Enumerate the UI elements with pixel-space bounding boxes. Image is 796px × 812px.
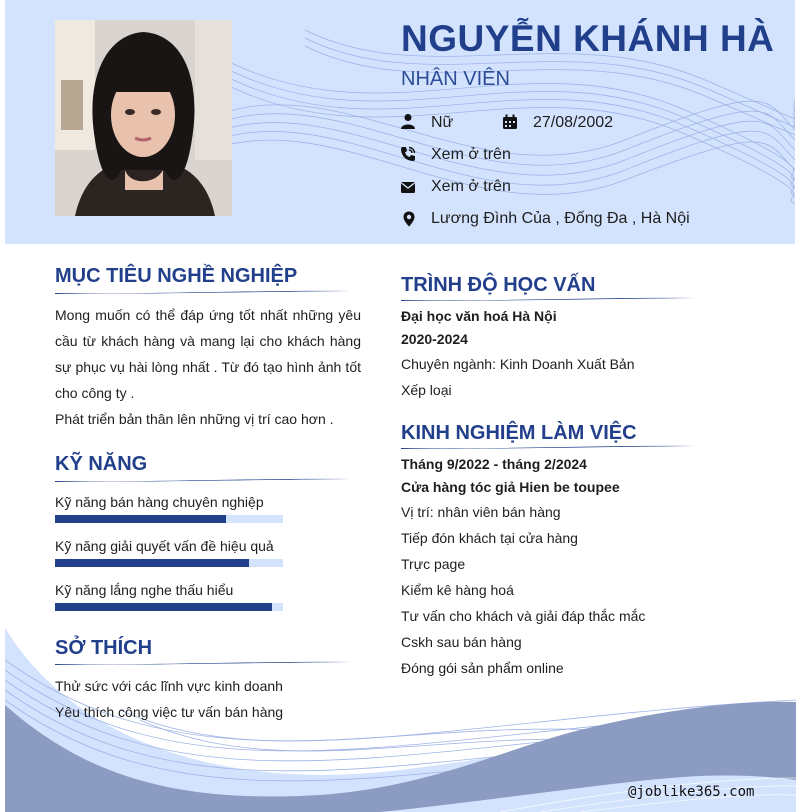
- education-school: Đại học văn hoá Hà Nội: [401, 308, 557, 324]
- objective-paragraph-2: Phát triển bản thân lên những vị trí cao hơn .: [55, 411, 334, 427]
- education-underline: [401, 295, 696, 303]
- skill-bar: [55, 603, 283, 611]
- profile-photo: [55, 20, 232, 216]
- candidate-name: NGUYỄN KHÁNH HÀ: [401, 18, 775, 59]
- experience-title: KINH NGHIỆM LÀM VIỆC: [401, 422, 637, 444]
- experience-detail: Đóng gói sản phẩm online: [401, 660, 564, 676]
- calendar-icon: [502, 114, 518, 130]
- experience-detail: Cskh sau bán hàng: [401, 634, 522, 650]
- job-title: NHÂN VIÊN: [401, 68, 510, 90]
- experience-detail: Tiếp đón khách tại cửa hàng: [401, 530, 578, 546]
- objective-paragraph-1: Mong muốn có thể đáp ứng tốt nhất những yêu cầu từ khách hàng và mang lại cho khách hàng sự phục vụ hài lòng nhất . Từ đó tạo hình ảnh tốt cho công ty .: [55, 307, 361, 401]
- education-rank: Xếp loại: [401, 382, 452, 398]
- phone-value: Xem ở trên: [431, 146, 511, 163]
- education-years: 2020-2024: [401, 331, 468, 347]
- skill-bar-fill: [55, 603, 272, 611]
- email-icon: [400, 179, 416, 195]
- skill-label: Kỹ năng lắng nghe thấu hiểu: [55, 582, 234, 598]
- education-major: Chuyên ngành: Kinh Doanh Xuất Bản: [401, 356, 635, 372]
- email-value: Xem ở trên: [431, 178, 511, 195]
- site-watermark: @joblike365.com: [628, 784, 755, 800]
- experience-underline: [401, 443, 696, 451]
- skill-bar-fill: [55, 559, 249, 567]
- skill-bar: [55, 515, 283, 523]
- skill-label: Kỹ năng giải quyết vấn đề hiệu quả: [55, 538, 274, 554]
- hobby-item: Yêu thích công việc tư vấn bán hàng: [55, 704, 284, 720]
- skill-bar: [55, 559, 283, 567]
- skills-underline: [55, 476, 350, 484]
- person-icon: [400, 113, 416, 129]
- hobbies-title: SỞ THÍCH: [55, 637, 153, 659]
- experience-period: Tháng 9/2022 - tháng 2/2024: [401, 456, 587, 472]
- experience-detail: Kiểm kê hàng hoá: [401, 582, 514, 598]
- gender-value: Nữ: [431, 114, 454, 131]
- hobbies-underline: [55, 659, 350, 667]
- experience-detail: Tư vấn cho khách và giải đáp thắc mắc: [401, 608, 646, 624]
- birthdate-value: 27/08/2002: [533, 114, 614, 131]
- experience-detail: Trực page: [401, 556, 466, 572]
- skills-title: KỸ NĂNG: [55, 453, 148, 475]
- objective-title: MỤC TIÊU NGHỀ NGHIỆP: [55, 265, 298, 287]
- objective-underline: [55, 288, 350, 296]
- location-icon: [401, 211, 417, 227]
- education-title: TRÌNH ĐỘ HỌC VẤN: [401, 274, 596, 296]
- address-value: Lương Đình Của , Đống Đa , Hà Nội: [431, 210, 690, 227]
- experience-company: Cửa hàng tóc giả Hien be toupee: [401, 479, 620, 495]
- phone-icon: [400, 146, 416, 162]
- experience-detail: Vị trí: nhân viên bán hàng: [401, 504, 561, 520]
- hobby-item: Thử sức với các lĩnh vực kinh doanh: [55, 678, 283, 694]
- skill-bar-fill: [55, 515, 226, 523]
- skill-label: Kỹ năng bán hàng chuyên nghiệp: [55, 494, 264, 510]
